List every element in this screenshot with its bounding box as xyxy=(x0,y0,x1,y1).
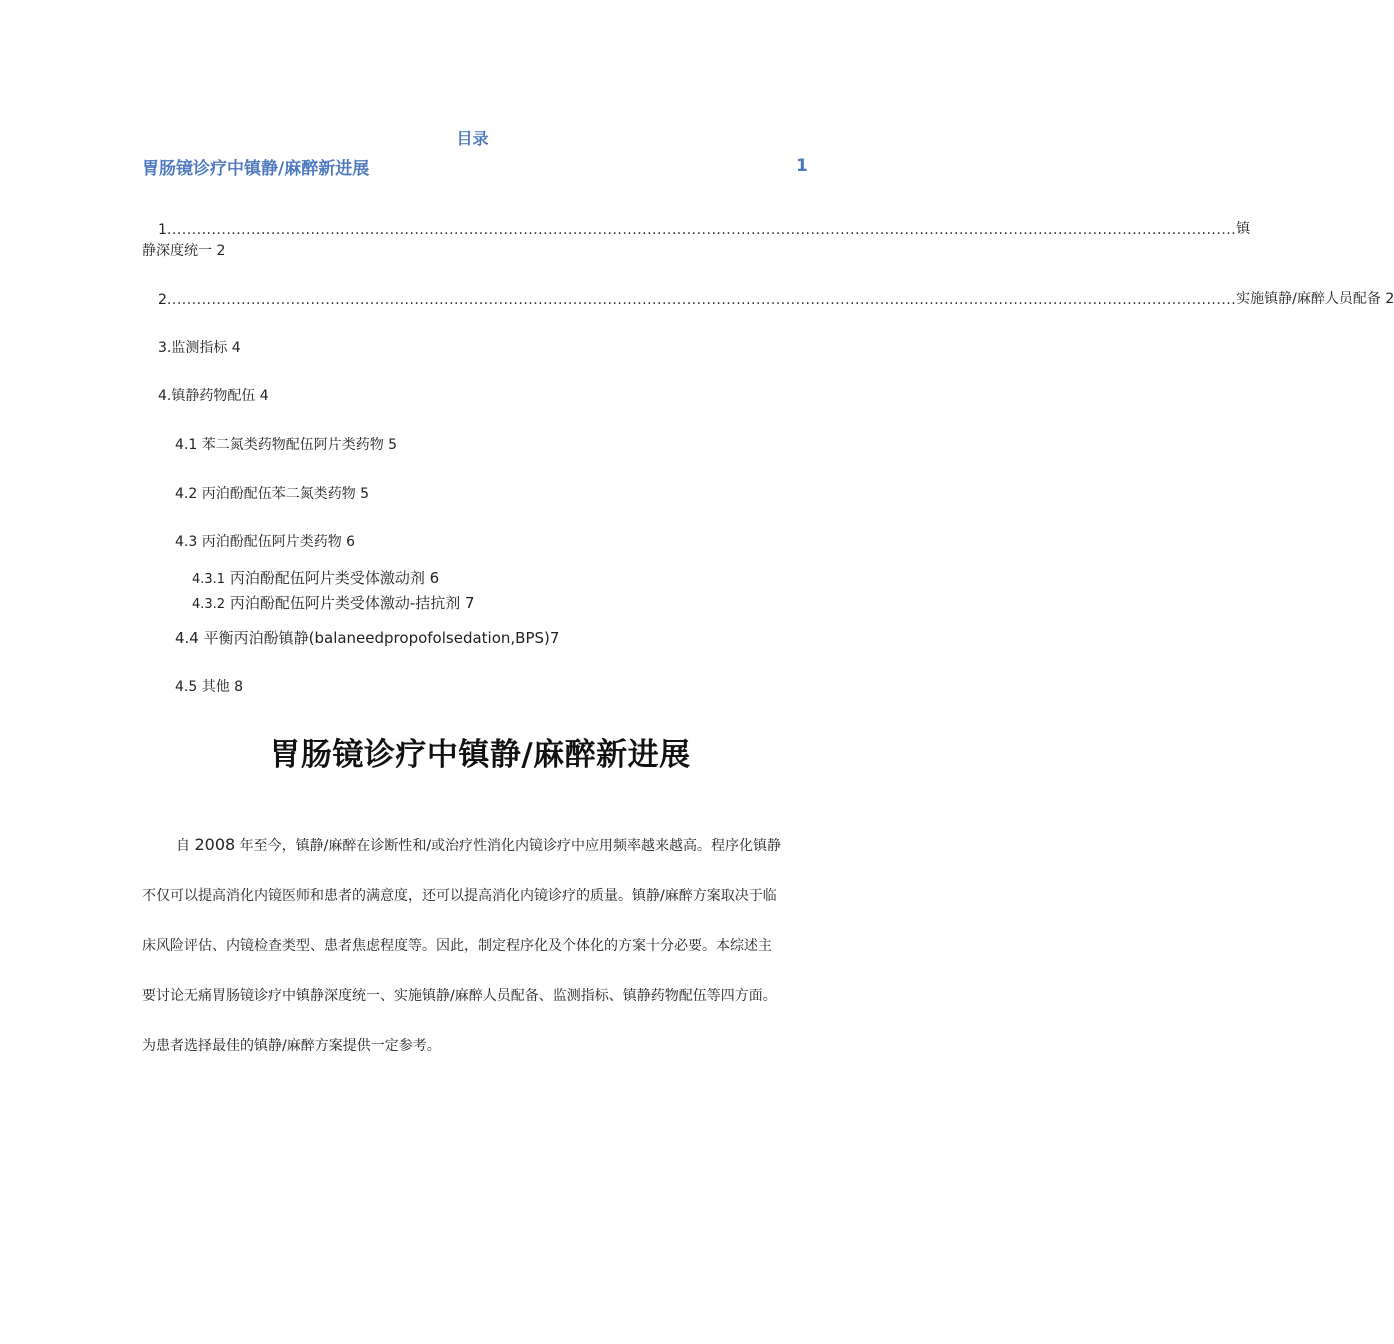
toc-title: 目录 xyxy=(456,129,489,148)
paragraph-line-3: 床风险评估、内镜检查类型、患者焦虑程度等。因此，制定程序化及个体化的方案十分必要。本综述主 xyxy=(142,938,772,954)
toc-entry-4-3-1-number: 4.3.1 xyxy=(192,572,226,587)
paragraph-line-2: 不仅可以提高消化内镜医师和患者的满意度，还可以提高消化内镜诊疗的质量。镇静/麻醉方案取决于临 xyxy=(142,888,777,904)
toc-entry-4-3[interactable]: 4.3 丙泊酚配伍阿片类药物 6 xyxy=(175,534,356,550)
toc-entry-1-label-part2[interactable]: 静深度统一 2 xyxy=(142,243,226,259)
toc-main-entry-page[interactable]: 1 xyxy=(796,156,808,176)
toc-entry-4-3-2-number: 4.3.2 xyxy=(192,597,226,612)
toc-entry-1-label-part1: 镇 xyxy=(1236,221,1251,237)
toc-entry-4-1[interactable]: 4.1 苯二氮类药物配伍阿片类药物 5 xyxy=(175,437,398,453)
toc-main-entry-label[interactable]: 胃肠镜诊疗中镇静/麻醉新进展 xyxy=(142,159,370,179)
line-1-prefix: 自 xyxy=(176,838,195,854)
toc-entry-2-label: 实施镇静/麻醉人员配备 2 xyxy=(1236,291,1394,307)
toc-entry-4-3-1[interactable] xyxy=(192,567,439,588)
toc-entry-3[interactable]: 3.监测指标 4 xyxy=(158,340,241,356)
line-1-year: 2008 xyxy=(194,835,236,854)
toc-entry-4-2[interactable]: 4.2 丙泊酚配伍苯二氮类药物 5 xyxy=(175,486,370,502)
dot-leader: ........................................................................................................................................................................................................................ xyxy=(166,292,1237,308)
dot-leader: ........................................................................................................................................................................................................................ xyxy=(166,222,1237,238)
paragraph-line-1 xyxy=(142,820,822,871)
article-paragraph xyxy=(142,820,822,1071)
toc-entry-4-3-2-label: 丙泊酚配伍阿片类受体激动-拮抗剂 7 xyxy=(225,594,475,612)
toc-entry-4-3-2[interactable] xyxy=(192,592,475,613)
toc-entry-1-number: 1 xyxy=(158,222,167,238)
article-heading: 胃肠镜诊疗中镇静/麻醉新进展 xyxy=(269,737,691,773)
toc-entry-1[interactable] xyxy=(158,218,1251,238)
paragraph-line-5: 为患者选择最佳的镇静/麻醉方案提供一定参考。 xyxy=(142,1038,441,1054)
toc-entry-4-5[interactable]: 4.5 其他 8 xyxy=(175,679,244,695)
toc-entry-4-3-1-label: 丙泊酚配伍阿片类受体激动剂 6 xyxy=(225,569,440,587)
toc-entry-4-4[interactable]: 4.4 平衡丙泊酚镇静(balaneedpropofolsedation,BPS)7 xyxy=(175,629,560,647)
toc-entry-2[interactable] xyxy=(158,288,1394,308)
paragraph-line-4: 要讨论无痛胃肠镜诊疗中镇静深度统一、实施镇静/麻醉人员配备、监测指标、镇静药物配伍等四方面。 xyxy=(142,988,777,1004)
toc-entry-2-number: 2 xyxy=(158,292,167,308)
line-1-suffix: 年至今，镇静/麻醉在诊断性和/或治疗性消化内镜诊疗中应用频率越来越高。程序化镇静 xyxy=(235,838,782,854)
toc-entry-4[interactable]: 4.镇静药物配伍 4 xyxy=(158,388,269,404)
